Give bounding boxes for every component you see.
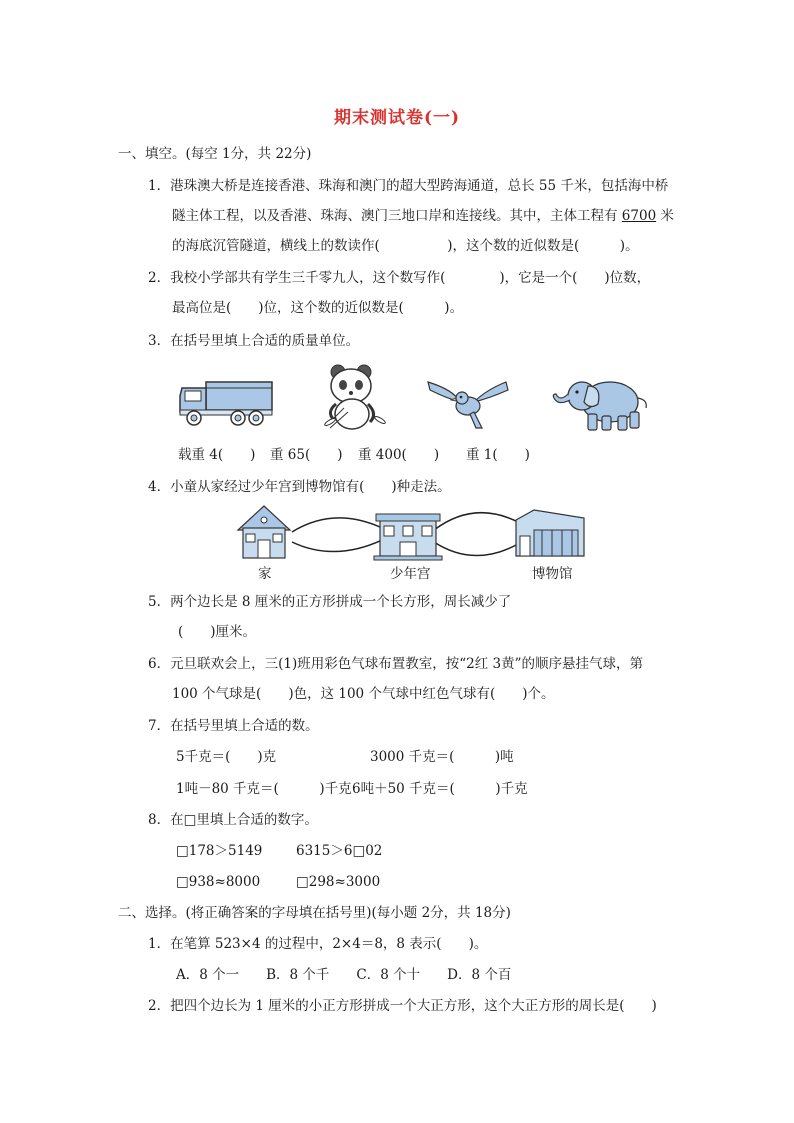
page-title: 期末测试卷(一) — [333, 108, 461, 128]
q5-line2: ( )厘米。 — [178, 624, 257, 640]
section2-heading: 二、选择。(将正确答案的字母填在括号里)(每小题 2分，共 18分) — [118, 905, 511, 921]
q8-d: □298≈3000 — [296, 874, 381, 890]
place-museum: 博物馆 — [532, 566, 573, 582]
elephant-icon — [548, 372, 652, 436]
q2-line1: 2．我校小学部共有学生三千零九人，这个数写作( )，它是一个( )位数， — [148, 270, 651, 286]
q7-d: 6吨＋50 千克＝( )千克 — [352, 781, 528, 797]
q8-b: 6315＞6□02 — [296, 843, 383, 859]
bird-icon — [424, 372, 510, 434]
q1-line2: 隧主体工程，以及香港、珠海、澳门三地口岸和连接线。其中，主体工程有 6700 米 — [172, 208, 674, 224]
truck-label: 载重 4( ) — [178, 447, 256, 463]
q7-c: 1吨－80 千克＝( )千克 — [176, 781, 352, 797]
museum-icon — [516, 510, 584, 556]
q3-line1: 3．在括号里填上合适的质量单位。 — [148, 333, 360, 349]
q4-line1: 4．小童从家经过少年宫到博物馆有( )种走法。 — [148, 479, 451, 495]
q2-line2: 最高位是( )位，这个数的近似数是( )。 — [172, 300, 464, 316]
s2-q2-line1: 2．把四个边长为 1 厘米的小正方形拼成一个大正方形，这个大正方形的周长是( ) — [148, 998, 657, 1014]
place-youth-palace: 少年宫 — [390, 566, 431, 582]
q8-a: □178＞5149 — [176, 843, 263, 859]
section1-heading: 一、填空。(每空 1分，共 22分) — [118, 146, 312, 162]
truck-icon — [176, 368, 276, 428]
q1-line1: 1．港珠澳大桥是连接香港、珠海和澳门的超大型跨海通道，总长 55 千米，包括海中桥 — [148, 178, 669, 194]
s2-q1-line1: 1．在笔算 523×4 的过程中，2×4＝8，8 表示( )。 — [148, 936, 488, 952]
q7-b: 3000 千克＝( )吨 — [370, 749, 514, 765]
q7-a: 5千克＝( )克 — [176, 749, 277, 765]
q8-c: □938≈8000 — [176, 874, 261, 890]
route-diagram — [234, 500, 594, 566]
underlined-number: 6700 — [621, 208, 657, 224]
panda-icon — [318, 362, 388, 434]
s2-q1-options: A．8 个一 B．8 个千 C．8 个十 D．8 个百 — [176, 967, 512, 983]
q5-line1: 5．两个边长是 8 厘米的正方形拼成一个长方形，周长减少了 — [148, 594, 512, 610]
q1-line3: 的海底沉管隧道，横线上的数读作( )，这个数的近似数是( )。 — [172, 238, 639, 254]
panda-label: 重 65( ) — [270, 447, 343, 463]
q7-line1: 7．在括号里填上合适的数。 — [148, 718, 319, 734]
q6-line2: 100 个气球是( )色，这 100 个气球中红色气球有( )个。 — [172, 686, 555, 702]
q8-line1: 8．在□里填上合适的数字。 — [148, 812, 318, 828]
elephant-label: 重 1( ) — [466, 447, 530, 463]
house-icon — [238, 506, 290, 558]
place-home: 家 — [258, 566, 272, 582]
bird-label: 重 400( ) — [358, 447, 440, 463]
youth-palace-icon — [374, 514, 442, 560]
q6-line1: 6．元旦联欢会上，三(1)班用彩色气球布置教室，按“2红 3黄”的顺序悬挂气球，第 — [148, 656, 643, 672]
